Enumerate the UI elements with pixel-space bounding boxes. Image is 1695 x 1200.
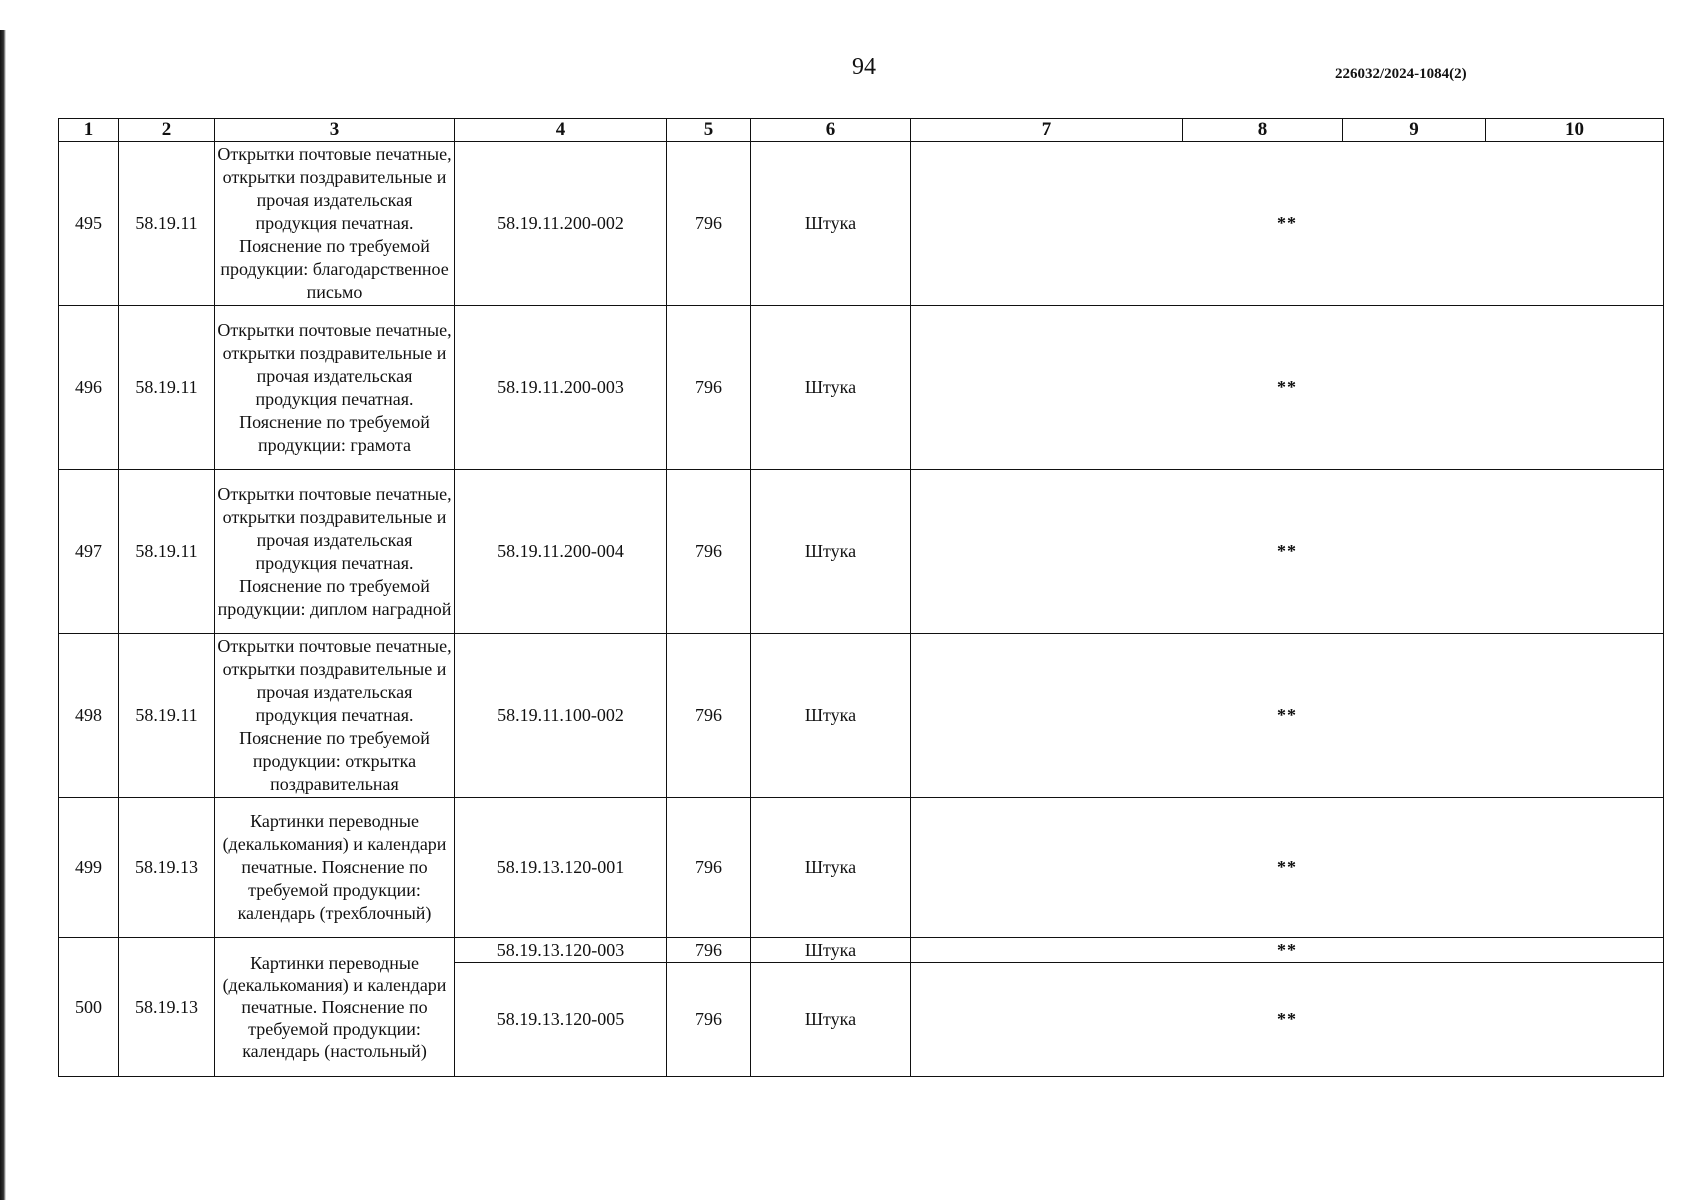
- merged-cells-mark: **: [911, 634, 1664, 798]
- table-row: [59, 634, 1664, 798]
- row-number: 500: [59, 938, 119, 1077]
- unit-name: Штука: [751, 142, 911, 306]
- merged-cells-mark: **: [911, 306, 1664, 470]
- unit-name: Штука: [751, 306, 911, 470]
- ktru-code: 58.19.11.200-004: [455, 470, 667, 634]
- unit-name: Штука: [751, 634, 911, 798]
- merged-cells-mark: **: [911, 963, 1664, 1077]
- col-header-3: 3: [215, 119, 455, 142]
- merged-cells-mark: **: [911, 142, 1664, 306]
- unit-code: 796: [667, 470, 751, 634]
- page-number: 94: [852, 54, 876, 80]
- ktru-code: 58.19.11.100-002: [455, 634, 667, 798]
- product-description: Картинки переводные (декалькомания) и календари печатные. Пояснение по требуемой продукции: календарь (трехблочный): [215, 798, 455, 938]
- col-header-7: 7: [911, 119, 1183, 142]
- col-header-1: 1: [59, 119, 119, 142]
- merged-cells-mark: **: [911, 470, 1664, 634]
- col-header-2: 2: [119, 119, 215, 142]
- ktru-code: 58.19.11.200-002: [455, 142, 667, 306]
- col-header-8: 8: [1183, 119, 1343, 142]
- ktru-code: 58.19.13.120-005: [455, 963, 667, 1077]
- document-reference: 226032/2024-1084(2): [1335, 66, 1467, 82]
- okpd-code: 58.19.11: [119, 142, 215, 306]
- unit-name: Штука: [751, 938, 911, 963]
- merged-cells-mark: **: [911, 938, 1664, 963]
- col-header-9: 9: [1343, 119, 1486, 142]
- unit-code: 796: [667, 798, 751, 938]
- okpd-code: 58.19.13: [119, 798, 215, 938]
- row-number: 498: [59, 634, 119, 798]
- row-number: 496: [59, 306, 119, 470]
- product-description: Открытки почтовые печатные, открытки поздравительные и прочая издательская продукция печатная. Пояснение по требуемой продукции: грамота: [215, 306, 455, 470]
- table-row: [59, 142, 1664, 306]
- col-header-4: 4: [455, 119, 667, 142]
- product-description: Открытки почтовые печатные, открытки поздравительные и прочая издательская продукция печатная. Пояснение по требуемой продукции: благодарственное письмо: [215, 142, 455, 306]
- ktru-code: 58.19.13.120-001: [455, 798, 667, 938]
- okpd-code: 58.19.11: [119, 634, 215, 798]
- unit-name: Штука: [751, 470, 911, 634]
- product-description: Открытки почтовые печатные, открытки поздравительные и прочая издательская продукция печатная. Пояснение по требуемой продукции: открытка поздравительная: [215, 634, 455, 798]
- unit-code: 796: [667, 306, 751, 470]
- col-header-10: 10: [1486, 119, 1664, 142]
- okpd-code: 58.19.11: [119, 470, 215, 634]
- table-row: [59, 798, 1664, 938]
- okpd-code: 58.19.13: [119, 938, 215, 1077]
- unit-code: 796: [667, 142, 751, 306]
- procurement-table: [58, 118, 1664, 1077]
- okpd-code: 58.19.11: [119, 306, 215, 470]
- ktru-code: 58.19.13.120-003: [455, 938, 667, 963]
- ktru-code: 58.19.11.200-003: [455, 306, 667, 470]
- unit-code: 796: [667, 963, 751, 1077]
- unit-code: 796: [667, 634, 751, 798]
- merged-cells-mark: **: [911, 798, 1664, 938]
- row-number: 495: [59, 142, 119, 306]
- col-header-6: 6: [751, 119, 911, 142]
- row-number: 499: [59, 798, 119, 938]
- unit-name: Штука: [751, 963, 911, 1077]
- product-description: Открытки почтовые печатные, открытки поздравительные и прочая издательская продукция печатная. Пояснение по требуемой продукции: диплом наградной: [215, 470, 455, 634]
- table-row: [59, 306, 1664, 470]
- header-row: [59, 119, 1664, 142]
- row-number: 497: [59, 470, 119, 634]
- unit-code: 796: [667, 938, 751, 963]
- col-header-5: 5: [667, 119, 751, 142]
- scan-edge-mark: [0, 30, 6, 1200]
- table-row: [59, 938, 1664, 963]
- product-description: Картинки переводные (декалькомания) и календари печатные. Пояснение по требуемой продукции: календарь (настольный): [215, 938, 455, 1077]
- table-row: [59, 470, 1664, 634]
- unit-name: Штука: [751, 798, 911, 938]
